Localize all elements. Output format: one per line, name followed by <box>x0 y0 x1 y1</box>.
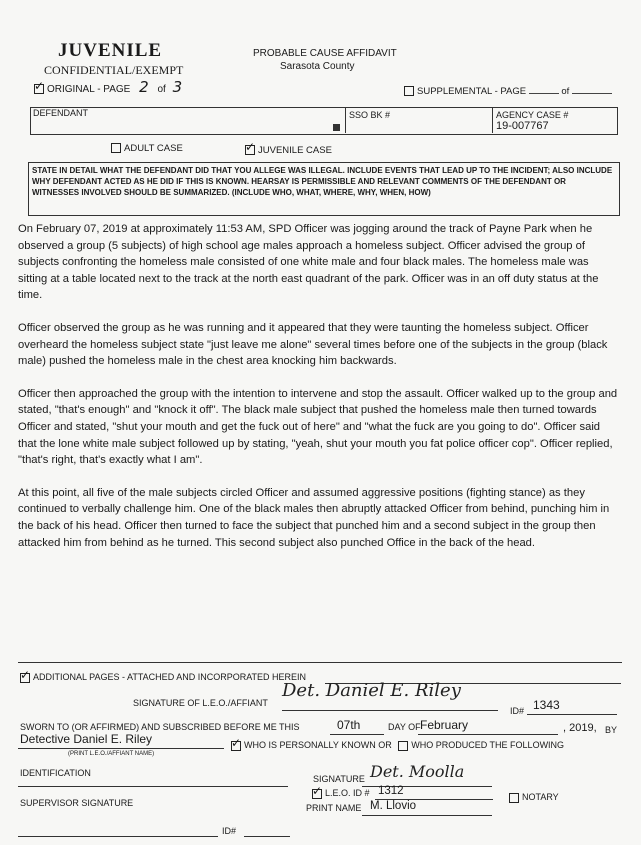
supplemental-row: SUPPLEMENTAL - PAGE of <box>404 86 612 97</box>
affiant-name: Detective Daniel E. Riley <box>20 732 153 746</box>
by-label: BY <box>605 725 618 735</box>
known-checkbox[interactable] <box>231 741 241 751</box>
produced-checkbox[interactable] <box>398 741 408 751</box>
juvenile-title: JUVENILE <box>58 40 163 61</box>
notary-signature-icon: Det. Moolla <box>370 762 465 781</box>
narrative-paragraph-1: On February 07, 2019 at approximately 11:53 AM, SPD Officer was jogging around the track of Payne Park when he observed a group (5 subjects) of high school age males approach a homeless subject. Officer advised the group of subjects confronting the homeless male consisted of one white male and four black males. The homeless male was sitting at a table located next to the track at the north east quadrant of the park. Officer was in an off duty status at the time. <box>18 223 599 302</box>
sworn-month: February <box>420 718 469 732</box>
narrative-paragraph-2: Officer observed the group as he was running and it appeared that they were taunting the homeless subject. Officer overheard the homeless subject state "just leave me alone" several times before one of the subjects in the group (black male) pushed the homeless male in the chest area knocking him backwards. <box>18 321 608 368</box>
signature-label: SIGNATURE <box>313 774 365 784</box>
agency-case-label: AGENCY CASE # <box>496 110 569 120</box>
id-label: ID# <box>510 706 525 716</box>
sso-label: SSO BK # <box>349 110 391 120</box>
confidential-label: CONFIDENTIAL/EXEMPT <box>44 63 184 77</box>
sworn-day: 07th <box>337 718 361 732</box>
print-name-value: M. Llovio <box>370 800 417 812</box>
sworn-text: SWORN TO (OR AFFIRMED) AND SUBSCRIBED BEFORE ME THIS <box>20 722 300 732</box>
agency-case-value: 19-007767 <box>496 120 549 132</box>
narrative-paragraph-3: Officer then approached the group with the intention to intervene and stop the assault. Officer walked up to the group and stated, "that's enough" and "knock it off". The black male subject that pushed the homeless male then turned towards Officer and stated, "shut your mouth and get the fuck out of here" and "what the fuck are you going to do". Officer said that the lone white male subject followed up by stating, "yeah, shut your mouth you fat police officer cop". Officer replied, "that's right, that's exactly what I am". <box>18 387 618 467</box>
narrative <box>18 221 618 567</box>
additional-pages-row: ✓ADDITIONAL PAGES - ATTACHED AND INCORPORATED HEREIN <box>20 672 306 683</box>
notary-row: NOTARY <box>509 792 559 803</box>
adult-case-row: ADULT CASE <box>111 143 183 154</box>
identification-label: IDENTIFICATION <box>20 768 91 778</box>
supervisor-label: SUPERVISOR SIGNATURE <box>20 798 134 808</box>
leo-id-value: 1312 <box>378 785 404 797</box>
original-page-checkbox[interactable] <box>34 84 44 94</box>
defendant-label: DEFENDANT <box>33 108 89 118</box>
known-row: ✓WHO IS PERSONALLY KNOWN OR WHO PRODUCED THE FOLLOWING <box>231 740 564 751</box>
supplemental-checkbox[interactable] <box>404 86 414 96</box>
juvenile-case-row: ✓ JUVENILE CASE <box>245 145 332 156</box>
instructions-text: STATE IN DETAIL WHAT THE DEFENDANT DID THAT YOU ALLEGE WAS ILLEGAL. INCLUDE EVENTS THAT LEAD UP TO THE INCIDENT; ALSO INCLUDE WHY DEFENDANT ACTED AS HE DID IF THIS IS KNOWN. HEARSAY IS PERMISSIBLE AND RELEVANT COMMENTS OF THE DEFENDANT OR WITNESSES INVOLVED SHOULD BE SUMMARIZED. (INCLUDE WHO, WHAT, WHERE, WHY, WHEN, HOW) <box>32 166 613 197</box>
county-label: Sarasota County <box>280 61 355 72</box>
id-bottom-label: ID# <box>222 826 237 836</box>
leo-id-row: ✓L.E.O. ID # <box>312 788 370 799</box>
day-of-label: DAY OF <box>388 722 421 732</box>
of-label: of <box>157 84 166 95</box>
leo-id-checkbox[interactable] <box>312 789 322 799</box>
print-leo-label: (PRINT L.E.O./AFFIANT NAME) <box>68 751 155 757</box>
additional-pages-checkbox[interactable] <box>20 673 30 683</box>
notary-checkbox[interactable] <box>509 793 519 803</box>
juvenile-case-checkbox[interactable] <box>245 145 255 155</box>
sworn-year: , 2019, <box>563 722 597 734</box>
signature-leo-label: SIGNATURE OF L.E.O./AFFIANT <box>133 698 268 708</box>
page-number: 2 <box>139 78 149 96</box>
affiant-signature-icon: Det. Daniel E. Riley <box>282 680 461 701</box>
id-value: 1343 <box>533 698 560 712</box>
original-page-row: ✓ORIGINAL - PAGE 2 of 3 <box>34 78 182 96</box>
print-name-label: PRINT NAME <box>306 803 362 813</box>
adult-case-checkbox[interactable] <box>111 143 121 153</box>
page-total: 3 <box>172 78 183 96</box>
narrative-paragraph-4: At this point, all five of the male subjects circled Officer and assumed aggressive positions (fighting stance) as they continued to verbally challenge him. One of the black males then abruptly attacked Officer from behind, punching him in the back of his head. Officer then turned to face the subject that punched him and a second subject in the group then attacked him from behind as he turned. This second subject also punched Office in the back of the head. <box>18 486 610 549</box>
form-title: PROBABLE CAUSE AFFIDAVIT <box>253 48 397 59</box>
dark-square-mark <box>333 124 340 131</box>
